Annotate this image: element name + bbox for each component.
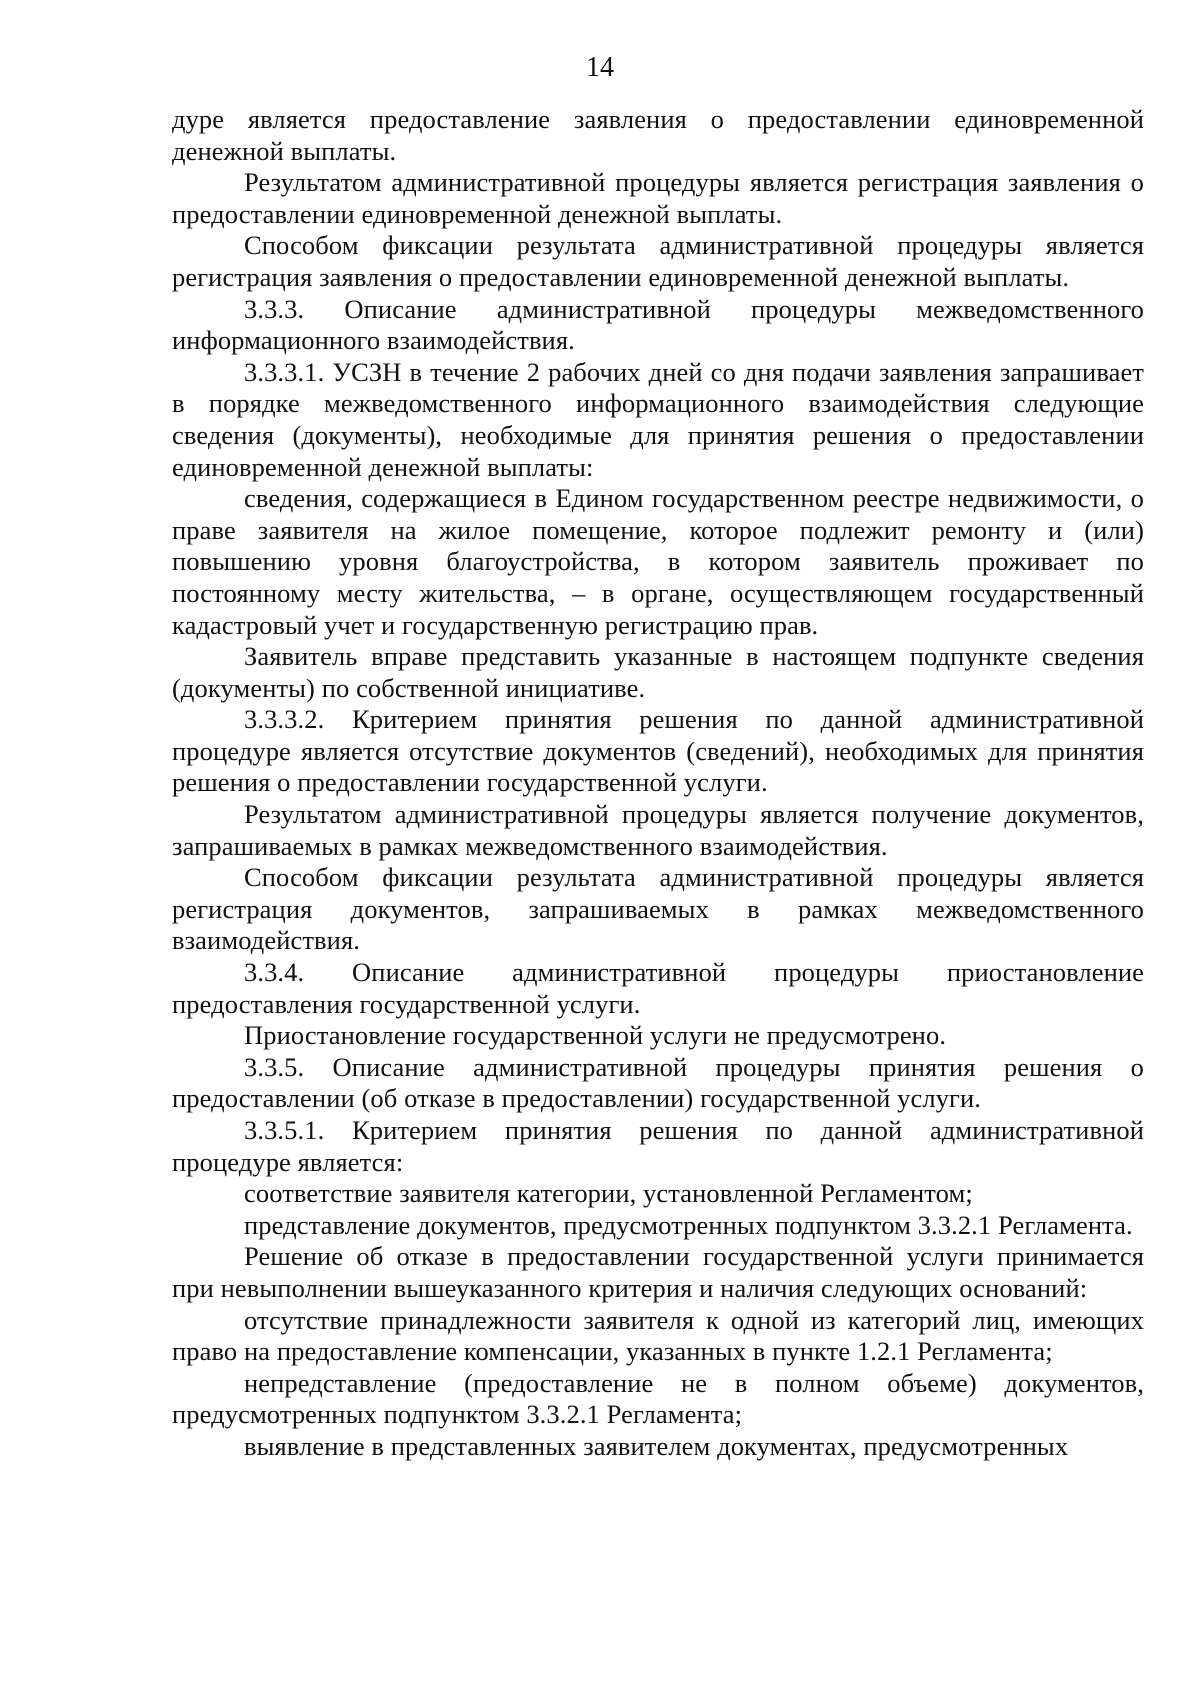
section-heading-3-3-5: 3.3.5. Описание административной процедуры принятия решения о предоставлении (об отказе в предоставлении) государственной услуги. — [172, 1051, 1144, 1114]
paragraph-continuation: дуре является предоставление заявления о предоставлении единовременной денежной выплаты. — [172, 104, 1144, 166]
list-item: соответствие заявителя категории, установленной Регламентом; — [244, 1178, 973, 1209]
paragraph-3-3-3-2: 3.3.3.2. Критерием принятия решения по данной административной процедуре является отсутствие документов (сведений), необходимых для принятия решения о предоставлении государственной услуги. — [172, 704, 1144, 798]
section-heading-3-3-4: 3.3.4. Описание административной процедуры приостановление предоставления государственной услуги. — [172, 957, 1144, 1019]
list-item: отсутствие принадлежности заявителя к одной из категорий лиц, имеющих право на предоставление компенсации, указанных в пункте 1.2.1 Регламента; — [172, 1304, 1144, 1367]
list-item: представление документов, предусмотренных подпунктом 3.3.2.1 Регламента. — [244, 1209, 1133, 1240]
paragraph: Заявитель вправе представить указанные в настоящем подпункте сведения (документы) по собственной инициативе. — [172, 641, 1144, 703]
paragraph: Решение об отказе в предоставлении государственной услуги принимается при невыполнении вышеуказанного критерия и наличия следующих оснований: — [172, 1241, 1144, 1303]
paragraph: Результатом административной процедуры является регистрация заявления о предоставлении единовременной денежной выплаты. — [172, 167, 1144, 229]
section-heading-3-3-3: 3.3.3. Описание административной процедуры межведомственного информационного взаимодействия. — [172, 293, 1144, 356]
list-item: непредставление (предоставление не в полном объеме) документов, предусмотренных подпунктом 3.3.2.1 Регламента; — [172, 1367, 1144, 1430]
paragraph: сведения, содержащиеся в Едином государственном реестре недвижимости, о праве заявителя на жилое помещение, которое подлежит ремонту и (или) повышению уровня благоустройства, в котором заявитель проживает по постоянному месту жительства, – в органе, осуществляющем государственный кадастровый учет и государственную регистрацию прав. — [172, 483, 1144, 640]
paragraph-3-3-5-1: 3.3.5.1. Критерием принятия решения по данной административной процедуре является: — [172, 1115, 1144, 1177]
paragraph-3-3-3-1: 3.3.3.1. УСЗН в течение 2 рабочих дней со дня подачи заявления запрашивает в порядке межведомственного информационного взаимодействия следующие сведения (документы), необходимые для принятия решения о предоставлении единовременной денежной выплаты: — [172, 356, 1144, 482]
paragraph: Приостановление государственной услуги не предусмотрено. — [244, 1020, 947, 1051]
list-item: выявление в представленных заявителем документах, предусмотренных — [244, 1430, 1069, 1461]
paragraph: Способом фиксации результата административной процедуры является регистрация заявления о предоставлении единовременной денежной выплаты. — [172, 230, 1144, 292]
paragraph: Результатом административной процедуры является получение документов, запрашиваемых в рамках межведомственного взаимодействия. — [172, 799, 1144, 861]
page-number: 14 — [586, 52, 614, 83]
document-body — [172, 104, 1144, 1463]
paragraph: Способом фиксации результата административной процедуры является регистрация документов, запрашиваемых в рамках межведомственного взаимодействия. — [172, 862, 1144, 956]
